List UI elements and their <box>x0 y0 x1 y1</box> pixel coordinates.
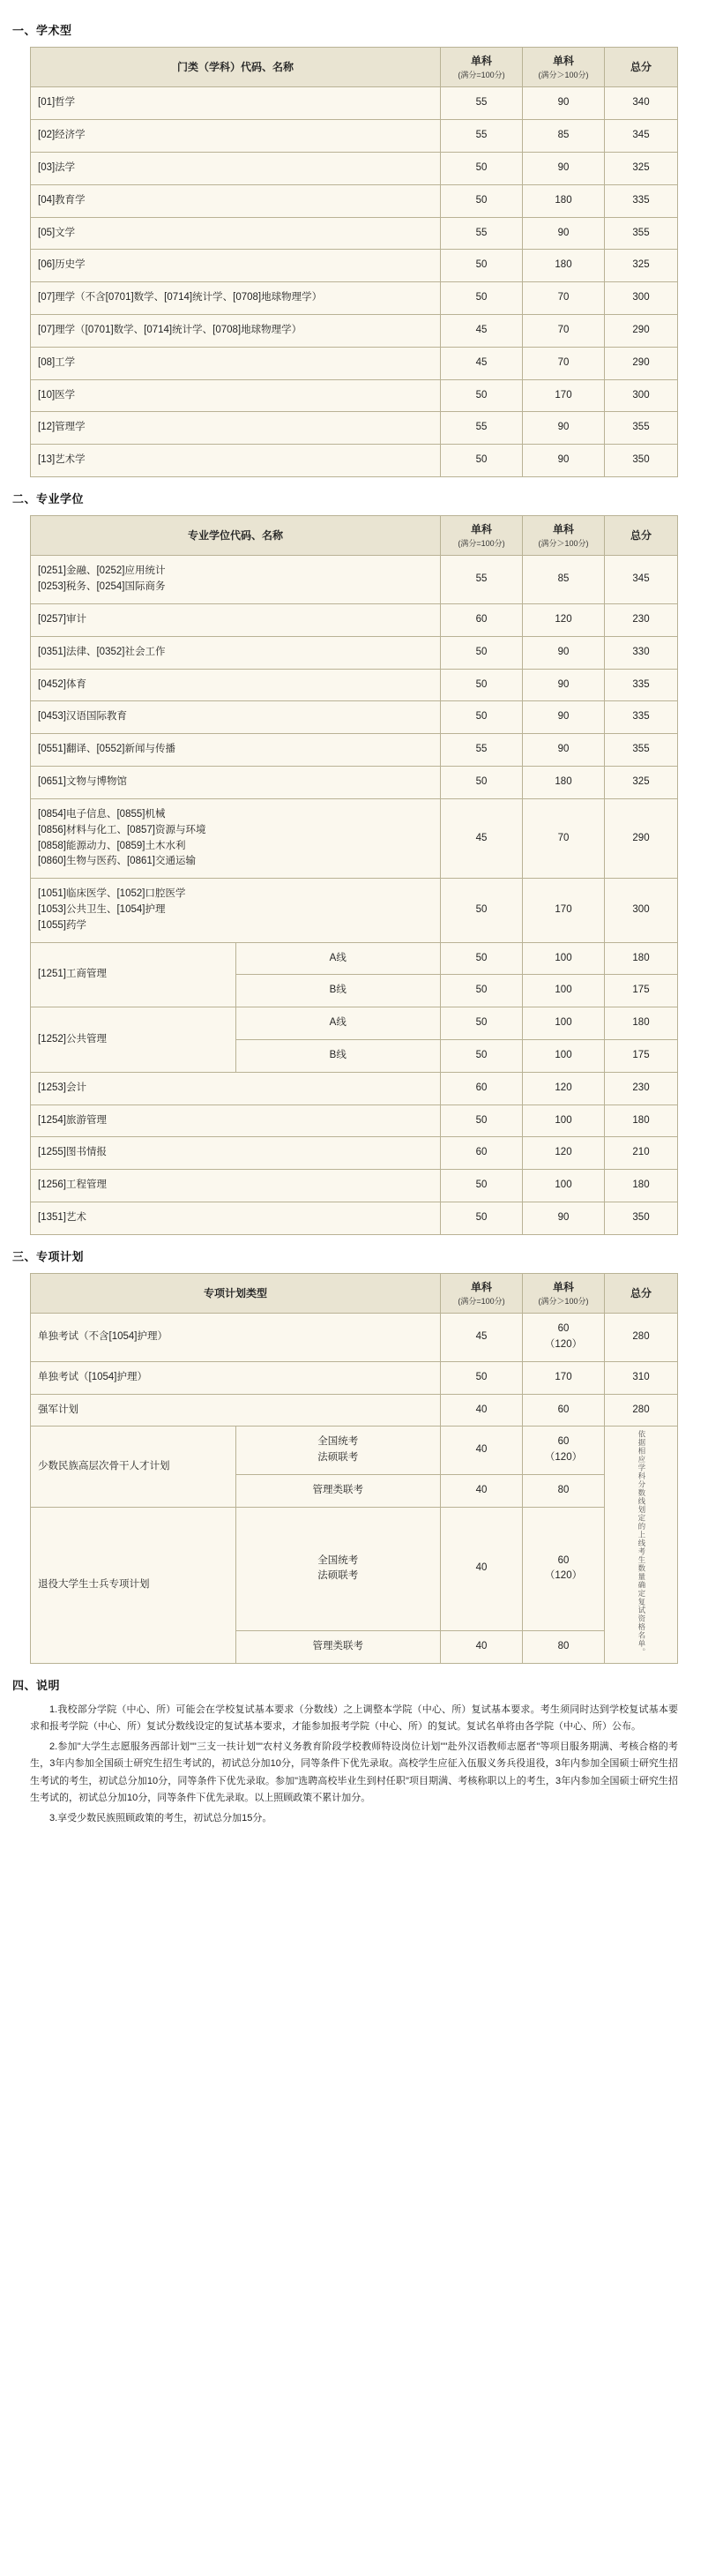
row-score-single100: 40 <box>441 1475 523 1508</box>
table-row <box>31 1007 678 1040</box>
table-row <box>31 250 678 282</box>
row-score-single-over100: 90 <box>523 669 605 701</box>
section-title-explanation: 四、说明 <box>12 1678 61 1692</box>
row-score-single-over100: 90 <box>523 636 605 669</box>
row-degree-name: [1051]临床医学、[1052]口腔医学 [1053]公共卫生、[1054]护理 [1055]药学 <box>31 879 441 942</box>
row-line-label: A线 <box>235 1007 441 1040</box>
row-score-single-over100: 100 <box>523 1040 605 1073</box>
row-discipline-name: [12]管理学 <box>31 412 441 445</box>
row-score-single100: 50 <box>441 282 523 315</box>
row-score-single100: 50 <box>441 1040 523 1073</box>
row-score-single-over100: 80 <box>523 1630 605 1663</box>
row-score-total: 355 <box>605 734 678 767</box>
row-degree-name: [0351]法律、[0352]社会工作 <box>31 636 441 669</box>
table-header-row <box>31 48 678 87</box>
row-score-total: 180 <box>605 1170 678 1202</box>
row-degree-name: [1351]艺术 <box>31 1202 441 1235</box>
academic-table-wrap <box>30 47 678 477</box>
row-score-single100: 50 <box>441 975 523 1007</box>
row-score-total: 335 <box>605 701 678 734</box>
row-score-single100: 45 <box>441 1314 523 1362</box>
table-row <box>31 1202 678 1235</box>
row-score-single-over100: 60 （120） <box>523 1314 605 1362</box>
row-score-single-over100: 180 <box>523 250 605 282</box>
row-score-single-over100: 90 <box>523 734 605 767</box>
row-score-single100: 50 <box>441 379 523 412</box>
row-discipline-name: [07]理学（[0701]数学、[0714]统计学、[0708]地球物理学） <box>31 315 441 348</box>
header-single-100: 单科 (满分=100分) <box>441 48 523 87</box>
header-single-100: 单科 (满分=100分) <box>441 516 523 556</box>
row-score-single100: 50 <box>441 1202 523 1235</box>
academic-table <box>30 47 678 477</box>
row-line-label: B线 <box>235 975 441 1007</box>
row-score-total: 300 <box>605 282 678 315</box>
row-plan-name: 退役大学生士兵专项计划 <box>31 1507 236 1663</box>
row-score-single100: 50 <box>441 767 523 799</box>
row-plan-name: 单独考试（[1054]护理） <box>31 1361 441 1394</box>
row-score-single-over100: 100 <box>523 1007 605 1040</box>
row-score-total: 180 <box>605 1007 678 1040</box>
row-degree-name: [0854]电子信息、[0855]机械 [0856]材料与化工、[0857]资源与环境 [0858]能源动力、[0859]土木水利 [0860]生物与医药、[0861]交通运输 <box>31 798 441 878</box>
row-plan-name: 单独考试（不含[1054]护理） <box>31 1314 441 1362</box>
row-score-total: 290 <box>605 798 678 878</box>
professional-table-wrap <box>30 515 678 1235</box>
row-degree-name: [1256]工程管理 <box>31 1170 441 1202</box>
table-row <box>31 87 678 120</box>
row-discipline-name: [04]教育学 <box>31 184 441 217</box>
row-degree-name: [1251]工商管理 <box>31 942 236 1007</box>
row-discipline-name: [02]经济学 <box>31 120 441 153</box>
header-total: 总分 <box>605 48 678 87</box>
row-discipline-name: [10]医学 <box>31 379 441 412</box>
row-score-single100: 50 <box>441 184 523 217</box>
row-score-single-over100: 180 <box>523 184 605 217</box>
row-degree-name: [0257]审计 <box>31 604 441 637</box>
table-row <box>31 798 678 878</box>
row-score-single-over100: 100 <box>523 1170 605 1202</box>
table-row <box>31 1394 678 1427</box>
row-degree-name: [0551]翻译、[0552]新闻与传播 <box>31 734 441 767</box>
header-single-over100: 单科 (满分＞100分) <box>523 48 605 87</box>
table-row <box>31 942 678 975</box>
row-score-single-over100: 70 <box>523 315 605 348</box>
row-degree-name: [0251]金融、[0252]应用统计 [0253]税务、[0254]国际商务 <box>31 556 441 604</box>
section-title-academic: 一、学术型 <box>12 24 72 37</box>
table-row <box>31 1105 678 1137</box>
row-score-single-over100: 170 <box>523 1361 605 1394</box>
table-header-row <box>31 1273 678 1313</box>
row-score-single100: 60 <box>441 1072 523 1105</box>
row-discipline-name: [03]法学 <box>31 152 441 184</box>
row-score-single-over100: 100 <box>523 942 605 975</box>
section-title-special: 三、专项计划 <box>12 1249 85 1263</box>
row-degree-name: [1252]公共管理 <box>31 1007 236 1073</box>
row-score-single100: 45 <box>441 347 523 379</box>
row-score-single-over100: 60 （120） <box>523 1427 605 1475</box>
row-score-total: 290 <box>605 315 678 348</box>
header-name: 专业学位代码、名称 <box>31 516 441 556</box>
row-score-total: 335 <box>605 184 678 217</box>
row-score-single100: 50 <box>441 1105 523 1137</box>
table-row <box>31 669 678 701</box>
header-name: 专项计划类型 <box>31 1273 441 1313</box>
row-score-total: 335 <box>605 669 678 701</box>
table-row <box>31 282 678 315</box>
row-score-total: 325 <box>605 152 678 184</box>
header-total: 总分 <box>605 516 678 556</box>
header-single-over100: 单科 (满分＞100分) <box>523 1273 605 1313</box>
row-plan-name: 强军计划 <box>31 1394 441 1427</box>
row-score-single-over100: 180 <box>523 767 605 799</box>
row-score-total: 325 <box>605 250 678 282</box>
table-row <box>31 701 678 734</box>
table-row <box>31 120 678 153</box>
table-row <box>31 556 678 604</box>
header-single-over100: 单科 (满分＞100分) <box>523 516 605 556</box>
row-score-single-over100: 120 <box>523 604 605 637</box>
table-row <box>31 347 678 379</box>
table-row <box>31 636 678 669</box>
row-score-total: 230 <box>605 1072 678 1105</box>
row-score-total: 290 <box>605 347 678 379</box>
table-row <box>31 445 678 477</box>
row-score-total: 350 <box>605 445 678 477</box>
row-score-total: 280 <box>605 1394 678 1427</box>
row-discipline-name: [07]理学（不含[0701]数学、[0714]统计学、[0708]地球物理学） <box>31 282 441 315</box>
row-score-total: 300 <box>605 879 678 942</box>
row-score-single-over100: 60 （120） <box>523 1507 605 1630</box>
row-score-single100: 55 <box>441 87 523 120</box>
row-score-total: 300 <box>605 379 678 412</box>
row-score-single-over100: 80 <box>523 1475 605 1508</box>
row-score-single100: 40 <box>441 1630 523 1663</box>
table-row <box>31 412 678 445</box>
row-score-single100: 45 <box>441 798 523 878</box>
header-name: 门类（学科）代码、名称 <box>31 48 441 87</box>
row-score-single100: 55 <box>441 734 523 767</box>
row-score-single-over100: 90 <box>523 701 605 734</box>
row-score-total: 180 <box>605 942 678 975</box>
row-score-single100: 55 <box>441 412 523 445</box>
row-score-single-over100: 90 <box>523 87 605 120</box>
row-score-total: 340 <box>605 87 678 120</box>
row-score-single100: 40 <box>441 1394 523 1427</box>
table-row <box>31 1314 678 1362</box>
row-score-total: 210 <box>605 1137 678 1170</box>
row-score-single100: 50 <box>441 701 523 734</box>
row-score-single-over100: 100 <box>523 975 605 1007</box>
row-score-single-over100: 85 <box>523 556 605 604</box>
row-score-total: 330 <box>605 636 678 669</box>
table-row <box>31 379 678 412</box>
row-exam-type: 全国统考 法硕联考 <box>235 1427 441 1475</box>
row-score-total: 175 <box>605 1040 678 1073</box>
row-score-total: 345 <box>605 556 678 604</box>
row-score-single-over100: 100 <box>523 1105 605 1137</box>
row-score-single-over100: 90 <box>523 445 605 477</box>
row-score-total: 355 <box>605 412 678 445</box>
row-score-single100: 55 <box>441 217 523 250</box>
table-row <box>31 1361 678 1394</box>
row-discipline-name: [13]艺术学 <box>31 445 441 477</box>
row-score-single-over100: 120 <box>523 1072 605 1105</box>
explanation-paragraph: 1.我校部分学院（中心、所）可能会在学校复试基本要求（分数线）之上调整本学院（中心、所）复试基本要求。考生须同时达到学校复试基本要求和报考学院（中心、所）复试分数线设定的复试基本要求，才能参加报考学院（中心、所）的复试。复试名单将由各学院（中心、所）公布。 <box>30 1704 678 1732</box>
table-row <box>31 767 678 799</box>
row-score-single-over100: 90 <box>523 217 605 250</box>
special-table-wrap <box>30 1273 678 1664</box>
row-score-total: 325 <box>605 767 678 799</box>
special-table <box>30 1273 678 1664</box>
table-row <box>31 1170 678 1202</box>
row-discipline-name: [01]哲学 <box>31 87 441 120</box>
section-title-professional: 二、专业学位 <box>12 492 85 506</box>
table-row <box>31 604 678 637</box>
row-score-single-over100: 90 <box>523 412 605 445</box>
row-score-total: 175 <box>605 975 678 1007</box>
row-score-single100: 40 <box>441 1507 523 1630</box>
row-degree-name: [1254]旅游管理 <box>31 1105 441 1137</box>
table-row <box>31 152 678 184</box>
row-score-single100: 50 <box>441 942 523 975</box>
table-row <box>31 879 678 942</box>
explanation-paragraph: 3.享受少数民族照顾政策的考生，初试总分加15分。 <box>49 1813 272 1824</box>
row-score-total: 310 <box>605 1361 678 1394</box>
table-row <box>31 1072 678 1105</box>
row-score-single-over100: 170 <box>523 879 605 942</box>
row-score-single100: 50 <box>441 1007 523 1040</box>
table-row <box>31 217 678 250</box>
row-exam-type: 管理类联考 <box>235 1630 441 1663</box>
row-score-total: 180 <box>605 1105 678 1137</box>
row-discipline-name: [08]工学 <box>31 347 441 379</box>
table-row <box>31 315 678 348</box>
row-score-single100: 60 <box>441 1137 523 1170</box>
row-score-single100: 55 <box>441 120 523 153</box>
table-row <box>31 1137 678 1170</box>
special-plan-note: 依据相应学科分数线划定的上线考生数量确定复试资格名单。 <box>605 1427 678 1663</box>
row-discipline-name: [06]历史学 <box>31 250 441 282</box>
row-score-single-over100: 70 <box>523 282 605 315</box>
row-degree-name: [0452]体育 <box>31 669 441 701</box>
table-header-row <box>31 516 678 556</box>
row-degree-name: [1255]图书情报 <box>31 1137 441 1170</box>
row-exam-type: 全国统考 法硕联考 <box>235 1507 441 1630</box>
row-score-single-over100: 60 <box>523 1394 605 1427</box>
row-score-single-over100: 120 <box>523 1137 605 1170</box>
professional-table <box>30 515 678 1235</box>
table-row <box>31 1427 678 1475</box>
row-degree-name: [1253]会计 <box>31 1072 441 1105</box>
row-score-single100: 40 <box>441 1427 523 1475</box>
row-degree-name: [0651]文物与博物馆 <box>31 767 441 799</box>
row-score-single-over100: 170 <box>523 379 605 412</box>
row-score-single-over100: 90 <box>523 152 605 184</box>
row-score-single100: 50 <box>441 636 523 669</box>
row-exam-type: 管理类联考 <box>235 1475 441 1508</box>
row-score-single100: 50 <box>441 879 523 942</box>
row-score-single-over100: 70 <box>523 347 605 379</box>
row-score-single100: 55 <box>441 556 523 604</box>
row-score-total: 355 <box>605 217 678 250</box>
row-degree-name: [0453]汉语国际教育 <box>31 701 441 734</box>
explanation-notes <box>30 1702 678 1828</box>
row-score-single100: 50 <box>441 1170 523 1202</box>
row-score-single100: 50 <box>441 1361 523 1394</box>
row-score-single-over100: 70 <box>523 798 605 878</box>
row-discipline-name: [05]文学 <box>31 217 441 250</box>
row-score-single-over100: 90 <box>523 1202 605 1235</box>
row-score-single100: 60 <box>441 604 523 637</box>
table-row <box>31 184 678 217</box>
header-total: 总分 <box>605 1273 678 1313</box>
row-score-single100: 50 <box>441 250 523 282</box>
row-plan-name: 少数民族高层次骨干人才计划 <box>31 1427 236 1507</box>
header-single-100: 单科 (满分=100分) <box>441 1273 523 1313</box>
row-score-single-over100: 85 <box>523 120 605 153</box>
row-score-single100: 50 <box>441 669 523 701</box>
table-row <box>31 1507 678 1630</box>
row-score-single100: 50 <box>441 152 523 184</box>
row-line-label: B线 <box>235 1040 441 1073</box>
row-score-total: 350 <box>605 1202 678 1235</box>
row-score-single100: 50 <box>441 445 523 477</box>
row-score-total: 345 <box>605 120 678 153</box>
row-line-label: A线 <box>235 942 441 975</box>
row-score-single100: 45 <box>441 315 523 348</box>
row-score-total: 280 <box>605 1314 678 1362</box>
explanation-paragraph: 2.参加"大学生志愿服务西部计划""三支一扶计划""农村义务教育阶段学校教师特设岗位计划""赴外汉语教师志愿者"等项目服务期满、考核合格的考生，3年内参加全国硕士研究生招生考试的，初试总分加10分，同等条件下优先录取。高校学生应征入伍服义务兵役退役，3年内参加全国硕士研究生招生考试的考生，初试总分加10分，同等条件下优先录取。参加"选聘高校毕业生到村任职"项目期满、考核称职以上的考生，3年内参加全国硕士研究生招生考试的，初试总分加10分，同等条件下优先录取。以上照顾政策不累计加分。 <box>30 1741 678 1803</box>
table-row <box>31 734 678 767</box>
row-score-total: 230 <box>605 604 678 637</box>
